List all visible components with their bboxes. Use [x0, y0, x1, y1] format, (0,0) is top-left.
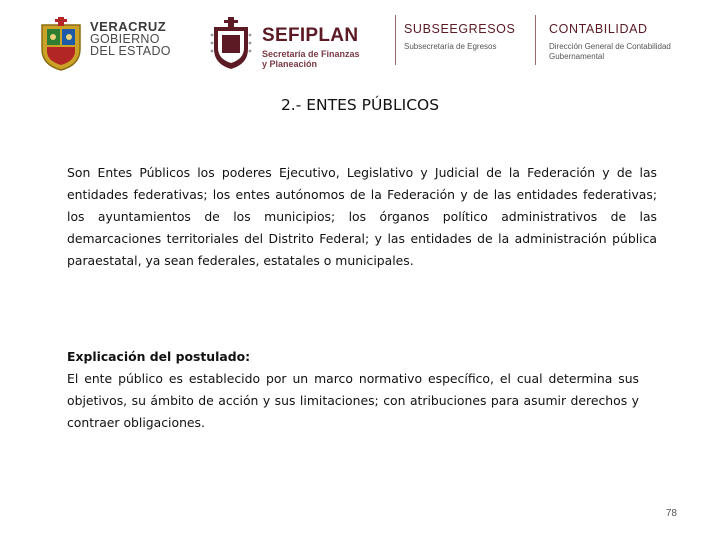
document-title: 2.- ENTES PÚBLICOS	[280, 96, 440, 114]
subsecretaria-unit	[404, 22, 515, 52]
definition-paragraph: Son Entes Públicos los poderes Ejecutivo, Legislativo y Judicial de la Federación y de las entidades federativas; los entes autónomos de la Federación y de las entidades federativas; los ayuntamientos de los municipios; los órganos político administrativos de las demarcaciones territoriales del Distrito Federal; y las entidades de la administración pública paraestatal, ya sean federales, estatales o municipales.	[67, 165, 657, 268]
explanation-section	[67, 346, 639, 434]
veracruz-gobierno: GOBIERNO	[90, 32, 160, 46]
explanation-body: El ente público es establecido por un marco normativo específico, el cual determina sus objetivos, su ámbito de acción y sus limitaciones; con atribuciones para asumir derechos y contraer obligaciones.	[67, 371, 639, 430]
contabilidad-unit	[549, 22, 699, 62]
sefiplan-subtitle-1: Secretaría de Finanzas	[262, 49, 360, 59]
veracruz-seal-icon	[38, 15, 84, 71]
sefiplan-subtitle-2: y Planeación	[262, 59, 318, 69]
page-header	[0, 0, 720, 80]
unit-subtitle-contabilidad: Dirección General de Contabilidad Gubernamental	[549, 42, 671, 61]
sefiplan-seal-icon	[208, 15, 254, 71]
header-divider	[395, 15, 396, 65]
sefiplan-logo	[208, 15, 388, 71]
veracruz-logo	[38, 15, 198, 71]
explanation-heading: Explicación del postulado:	[67, 349, 251, 364]
unit-title-subseegresos: SUBSEEGRESOS	[404, 22, 516, 36]
page-number: 78	[665, 508, 677, 519]
unit-subtitle-egresos: Subsecretaría de Egresos	[404, 42, 497, 51]
unit-title-contabilidad: CONTABILIDAD	[549, 22, 648, 36]
sefiplan-title: SEFIPLAN	[262, 25, 359, 46]
veracruz-name: VERACRUZ	[90, 19, 167, 34]
header-divider	[535, 15, 536, 65]
veracruz-del-estado: DEL ESTADO	[90, 44, 171, 58]
